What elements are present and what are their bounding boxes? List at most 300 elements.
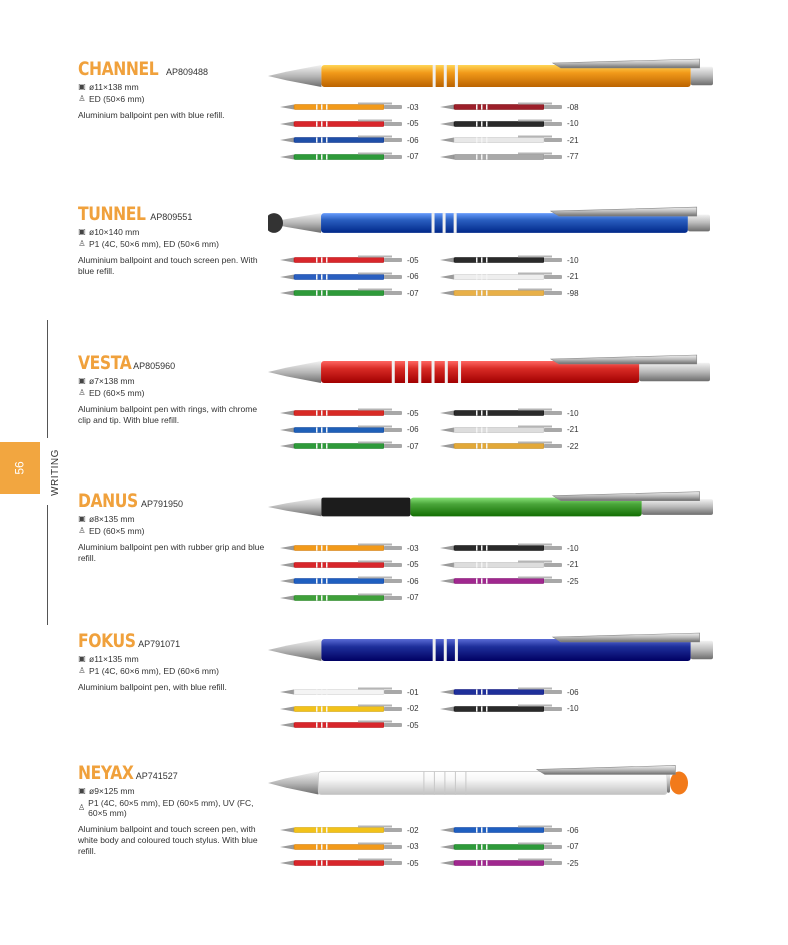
- pen-body: [294, 562, 384, 567]
- pen-ring: [316, 690, 318, 695]
- pen-end-cap: [544, 546, 562, 550]
- pen-ring: [432, 361, 435, 383]
- pen-ring: [481, 291, 483, 296]
- variant-code: -05: [407, 119, 419, 128]
- product-image-tunnel: [268, 205, 710, 241]
- product-description: Aluminium ballpoint pen with rings, with chrome clip and tip. With blue refill.: [78, 404, 258, 425]
- pen-ring: [486, 291, 488, 296]
- pen-end-cap: [544, 275, 562, 279]
- pen-tip: [440, 579, 454, 584]
- pen-ring: [486, 844, 488, 849]
- pen-ring: [486, 690, 488, 695]
- pen-ring: [316, 828, 318, 833]
- pen-ring: [326, 579, 328, 584]
- page-number: 56: [12, 461, 27, 475]
- pen-ring: [326, 828, 328, 833]
- pen-clip: [518, 688, 552, 690]
- pen-end-cap: [384, 690, 402, 694]
- pen-end-cap: [384, 275, 402, 279]
- pen-clip: [358, 103, 392, 105]
- variant-code: -10: [567, 408, 579, 418]
- product-description: Aluminium ballpoint pen with rubber grip and blue refill.: [78, 542, 265, 563]
- pen-body: [454, 828, 544, 833]
- pen-end-cap: [384, 291, 402, 295]
- variant-code: -10: [567, 704, 579, 713]
- pen-ring: [481, 427, 483, 432]
- pen-ring: [326, 258, 328, 263]
- product-title-row: [78, 762, 268, 784]
- product-image-danus: [268, 490, 713, 524]
- pen-ring: [326, 546, 328, 551]
- variant-pen-image: [440, 560, 562, 570]
- pen-ring: [405, 361, 408, 383]
- pen-ring: [486, 706, 488, 711]
- pen-clip: [518, 577, 552, 579]
- pen-tip: [440, 828, 454, 833]
- pen-end-cap: [384, 861, 402, 865]
- pen-ring: [321, 844, 323, 849]
- product-print: [78, 666, 268, 676]
- pen-ring: [486, 546, 488, 551]
- pen-tip: [440, 138, 454, 143]
- product-info-fokus: [78, 630, 268, 693]
- variant-pen-image: [280, 576, 402, 586]
- color-variant: [440, 686, 579, 698]
- color-variant: [440, 101, 579, 113]
- pen-clip: [518, 704, 552, 706]
- pen-body: [294, 427, 384, 432]
- pen-tip: [280, 274, 294, 279]
- pen-body: [294, 861, 384, 866]
- pen-ring: [486, 258, 488, 263]
- variant-code: -21: [567, 425, 579, 434]
- variant-pen-image: [440, 272, 562, 282]
- pen-ring: [476, 562, 478, 567]
- pen-ring: [454, 213, 457, 233]
- color-variant: [440, 118, 579, 130]
- pen-clip: [358, 560, 392, 562]
- pen-body: [294, 828, 384, 833]
- variant-pen-image: [280, 135, 402, 145]
- pen-clip: [358, 425, 392, 427]
- pen-end-cap: [384, 546, 402, 550]
- pen-end-cap: [384, 596, 402, 600]
- variant-pen-image: [280, 560, 402, 570]
- pen-ring: [486, 444, 488, 449]
- pen-tip: [280, 411, 294, 416]
- color-variant: [280, 824, 419, 836]
- variant-pen-image: [280, 543, 402, 553]
- pen-ring: [321, 105, 323, 110]
- pen-tip: [280, 105, 294, 110]
- ruler-icon: ▣: [78, 376, 86, 385]
- color-variant: [280, 857, 419, 869]
- pen-ring: [455, 639, 458, 661]
- variant-code: -05: [407, 255, 419, 265]
- pen-clip: [358, 289, 392, 291]
- pen-end-cap: [639, 363, 710, 381]
- pen-tip: [440, 154, 454, 159]
- product-description: Aluminium ballpoint and touch screen pen. With blue refill.: [78, 255, 258, 276]
- pen-clip: [553, 59, 700, 68]
- product-info-neyax: [78, 762, 268, 857]
- page-number-tab: [0, 442, 40, 494]
- pen-tip: [280, 427, 294, 432]
- color-variant: [280, 719, 419, 731]
- pen-ring: [321, 291, 323, 296]
- pen-tip: [440, 411, 454, 416]
- pen-ring: [316, 546, 318, 551]
- variant-code: -77: [567, 152, 579, 161]
- pen-tip: [440, 546, 454, 551]
- pen-end-cap: [384, 563, 402, 567]
- pen-ring: [486, 154, 488, 159]
- pen-body: [454, 579, 544, 584]
- print-icon: ♙: [78, 666, 86, 675]
- pen-body: [294, 546, 384, 551]
- variant-pen-image: [280, 152, 402, 162]
- pen-body: [294, 411, 384, 416]
- pen-ring: [316, 411, 318, 416]
- pen-ring: [445, 361, 448, 383]
- product-info-vesta: [78, 352, 268, 426]
- product-size: [78, 786, 268, 796]
- pen-ring: [481, 546, 483, 551]
- color-variant: [280, 134, 419, 146]
- pen-ring: [321, 828, 323, 833]
- pen-ring: [476, 579, 478, 584]
- pen-tip: [280, 595, 294, 600]
- product-print: [78, 526, 268, 536]
- variant-code: -03: [407, 102, 419, 112]
- pen-ring: [316, 595, 318, 600]
- pen-body: [454, 274, 544, 279]
- pen-body: [454, 427, 544, 432]
- pen-ring: [486, 274, 488, 279]
- color-variant: [440, 407, 579, 419]
- product-size-text: ø11×135 mm: [89, 654, 139, 664]
- variant-pen-image: [280, 704, 402, 714]
- ruler-icon: ▣: [78, 227, 86, 236]
- pen-ring: [321, 427, 323, 432]
- pen-ring: [486, 121, 488, 126]
- pen-ring: [321, 154, 323, 159]
- pen-ring: [455, 771, 456, 794]
- product-size: [78, 514, 268, 524]
- variant-pen-image: [440, 408, 562, 418]
- pen-end-cap: [544, 291, 562, 295]
- pen-clip: [358, 688, 392, 690]
- variant-pen-image: [280, 825, 402, 835]
- variant-code: -05: [407, 720, 419, 730]
- pen-ring: [316, 427, 318, 432]
- pen-body: [454, 690, 544, 695]
- pen-body: [454, 706, 544, 711]
- pen-ring: [321, 723, 323, 728]
- variant-code: -06: [407, 425, 419, 434]
- product-print: [78, 239, 268, 249]
- pen-ring: [321, 274, 323, 279]
- pen-ring: [316, 291, 318, 296]
- product-name: CHANNEL: [78, 58, 159, 80]
- color-variant: [280, 424, 419, 436]
- color-variant: [440, 559, 579, 571]
- pen-tip: [268, 498, 321, 517]
- product-title-row: [78, 58, 268, 80]
- pen-ring: [481, 138, 483, 143]
- variant-pen-image: [280, 858, 402, 868]
- pen-end-cap: [544, 690, 562, 694]
- color-variant: [280, 686, 419, 698]
- pen-tip: [280, 258, 294, 263]
- product-name: DANUS: [78, 490, 138, 512]
- pen-clip: [518, 442, 552, 444]
- ruler-icon: ▣: [78, 514, 86, 523]
- pen-ring: [476, 121, 478, 126]
- color-variant: [280, 703, 419, 715]
- pen-ring: [481, 105, 483, 110]
- variant-code: -06: [407, 272, 419, 281]
- color-variant: [280, 151, 419, 163]
- pen-ring: [326, 595, 328, 600]
- pen-ring: [476, 274, 478, 279]
- pen-tip: [440, 427, 454, 432]
- pen-ring: [481, 828, 483, 833]
- pen-ring: [481, 861, 483, 866]
- pen-end-cap: [384, 258, 402, 262]
- pen-end-cap: [384, 411, 402, 415]
- pen-tip: [280, 562, 294, 567]
- pen-tip: [280, 444, 294, 449]
- variant-code: -21: [567, 135, 579, 145]
- product-size: [78, 227, 268, 237]
- color-variant: [280, 841, 419, 853]
- touch-stylus: [670, 771, 688, 794]
- color-variant: [440, 542, 579, 554]
- pen-ring: [476, 828, 478, 833]
- pen-ring: [321, 258, 323, 263]
- pen-body: [294, 706, 384, 711]
- pen-clip: [358, 409, 392, 411]
- color-variant: [440, 151, 579, 163]
- pen-end-cap: [544, 845, 562, 849]
- pen-ring: [321, 562, 323, 567]
- pen-ring: [321, 546, 323, 551]
- pen-end-cap: [544, 122, 562, 126]
- pen-end-cap: [544, 258, 562, 262]
- pen-body: [318, 771, 667, 794]
- ruler-icon: ▣: [78, 786, 86, 795]
- pen-body: [454, 411, 544, 416]
- product-print-text: ED (50×6 mm): [89, 94, 145, 104]
- variant-code: -07: [407, 441, 419, 451]
- variant-code: -02: [407, 825, 419, 835]
- pen-ring: [321, 579, 323, 584]
- pen-end-cap: [544, 579, 562, 583]
- variant-pen-image: [280, 842, 402, 852]
- pen-end-cap: [384, 579, 402, 583]
- product-code: AP809551: [150, 212, 193, 222]
- pen-tip: [440, 562, 454, 567]
- pen-ring: [321, 690, 323, 695]
- color-variant: [280, 271, 419, 283]
- pen-clip: [358, 577, 392, 579]
- pen-clip: [358, 704, 392, 706]
- pen-tip: [280, 579, 294, 584]
- pen-body: [454, 291, 544, 296]
- pen-clip: [518, 859, 552, 861]
- pen-body: [294, 579, 384, 584]
- pen-tip: [268, 639, 321, 661]
- variant-pen-image: [440, 288, 562, 298]
- pen-ring: [316, 723, 318, 728]
- pen-tip: [280, 861, 294, 866]
- pen-end-cap: [667, 773, 670, 792]
- product-print: [78, 94, 268, 104]
- pen-ring: [476, 411, 478, 416]
- pen-ring: [326, 844, 328, 849]
- pen-end-cap: [544, 563, 562, 567]
- variant-code: -10: [567, 255, 579, 265]
- pen-ring: [316, 844, 318, 849]
- pen-ring: [444, 771, 445, 794]
- pen-ring: [326, 706, 328, 711]
- pen-clip: [358, 119, 392, 121]
- color-variant: [280, 575, 419, 587]
- pen-ring: [434, 771, 435, 794]
- product-print: [78, 388, 268, 398]
- pen-ring: [486, 105, 488, 110]
- pen-body: [321, 65, 690, 87]
- pen-ring: [321, 444, 323, 449]
- variant-pen-image: [280, 288, 402, 298]
- pen-ring: [481, 844, 483, 849]
- pen-clip: [358, 593, 392, 595]
- pen-clip: [518, 103, 552, 105]
- variant-code: -25: [567, 576, 579, 586]
- pen-ring: [432, 213, 435, 233]
- variant-pen-image: [440, 152, 562, 162]
- pen-ring: [481, 154, 483, 159]
- pen-clip: [518, 842, 552, 844]
- pen-end-cap: [384, 707, 402, 711]
- product-size-text: ø7×138 mm: [89, 376, 135, 386]
- variant-pen-image: [280, 119, 402, 129]
- pen-ring: [423, 771, 424, 794]
- product-info-tunnel: [78, 203, 268, 277]
- pen-clip: [358, 859, 392, 861]
- pen-end-cap: [691, 67, 713, 85]
- pen-ring: [326, 154, 328, 159]
- pen-ring: [316, 258, 318, 263]
- print-icon: ♙: [78, 388, 86, 397]
- variant-code: -06: [407, 135, 419, 145]
- variant-code: -21: [567, 560, 579, 569]
- print-icon: ♙: [78, 803, 86, 812]
- product-title-row: [78, 203, 268, 225]
- pen-ring: [486, 562, 488, 567]
- pen-clip: [518, 409, 552, 411]
- pen-ring: [476, 706, 478, 711]
- pen-ring: [481, 444, 483, 449]
- pen-end-cap: [384, 105, 402, 109]
- variant-pen-image: [440, 135, 562, 145]
- pen-end-cap: [384, 828, 402, 832]
- pen-ring: [486, 579, 488, 584]
- variant-pen-image: [440, 842, 562, 852]
- pen-ring: [326, 690, 328, 695]
- pen-body: [454, 861, 544, 866]
- color-variant: [280, 287, 419, 299]
- pen-ring: [326, 121, 328, 126]
- pen-ring: [316, 706, 318, 711]
- variant-code: -05: [407, 858, 419, 868]
- pen-tip: [440, 105, 454, 110]
- variant-code: -03: [407, 842, 419, 851]
- variant-code: -22: [567, 441, 579, 451]
- pen-end-cap: [642, 499, 713, 515]
- product-name: NEYAX: [78, 762, 134, 784]
- pen-body: [294, 138, 384, 143]
- pen-ring: [486, 427, 488, 432]
- pen-tip: [280, 828, 294, 833]
- product-info-channel: [78, 58, 268, 121]
- color-variant: [280, 118, 419, 130]
- pen-end-cap: [544, 155, 562, 159]
- variant-code: -01: [407, 687, 419, 697]
- pen-tip: [280, 706, 294, 711]
- pen-tip: [440, 444, 454, 449]
- pen-end-cap: [544, 428, 562, 432]
- pen-tip: [280, 138, 294, 143]
- pen-ring: [486, 861, 488, 866]
- pen-body: [294, 723, 384, 728]
- product-description: Aluminium ballpoint and touch screen pen, with white body and coloured touch stylus. With blue refill.: [78, 824, 258, 856]
- pen-ring: [316, 562, 318, 567]
- pen-ring: [476, 258, 478, 263]
- variant-code: -07: [407, 152, 419, 161]
- pen-ring: [326, 138, 328, 143]
- pen-body: [454, 562, 544, 567]
- variant-pen-image: [280, 408, 402, 418]
- pen-clip: [358, 544, 392, 546]
- variant-pen-image: [440, 425, 562, 435]
- color-variant: [440, 857, 579, 869]
- product-code: AP791950: [141, 499, 184, 509]
- pen-ring: [316, 105, 318, 110]
- color-variant: [440, 254, 579, 266]
- pen-ring: [326, 861, 328, 866]
- pen-body: [294, 291, 384, 296]
- pen-body: [294, 844, 384, 849]
- pen-end-cap: [384, 444, 402, 448]
- variant-pen-image: [440, 441, 562, 451]
- pen-ring: [392, 361, 395, 383]
- product-size: [78, 654, 268, 664]
- pen-body: [294, 121, 384, 126]
- pen-tip: [268, 771, 318, 794]
- product-size-text: ø10×140 mm: [89, 227, 140, 237]
- pen-clip: [518, 826, 552, 828]
- variant-pen-image: [440, 704, 562, 714]
- product-name: FOKUS: [78, 630, 136, 652]
- pen-clip: [518, 136, 552, 138]
- product-image-fokus: [268, 630, 713, 670]
- pen-ring: [316, 579, 318, 584]
- pen-ring: [316, 861, 318, 866]
- pen-end-cap: [688, 215, 710, 232]
- pen-ring: [326, 444, 328, 449]
